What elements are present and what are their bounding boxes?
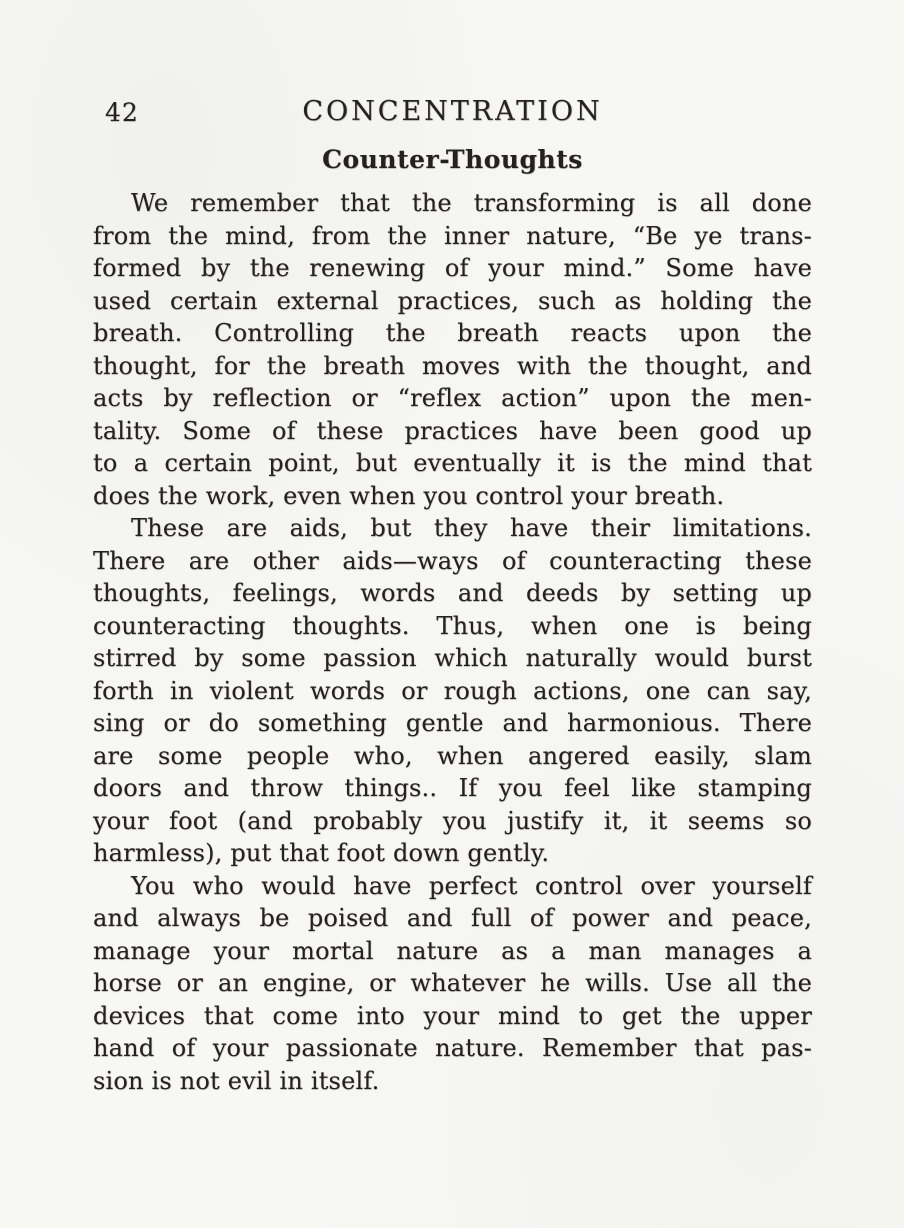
text-line: There are other aids—ways of counteracting these xyxy=(93,546,812,575)
paragraph xyxy=(93,187,812,512)
text-line: stirred by some passion which naturally would burst xyxy=(93,644,812,672)
text-line: These are aids, but they have their limitations. xyxy=(131,514,812,542)
text-line: forth in violent words or rough actions, one can say, xyxy=(93,676,812,705)
text-line: formed by the renewing of your mind.” Some have xyxy=(93,254,812,282)
text-line: hand of your passionate nature. Remember that pas- xyxy=(93,1034,812,1062)
text-line: thought, for the breath moves with the thought, and xyxy=(93,351,812,380)
text-line: sing or do something gentle and harmonious. There xyxy=(93,709,812,737)
text-line: tality. Some of these practices have been good up xyxy=(93,416,812,445)
text-line: devices that come into your mind to get the upper xyxy=(93,1001,812,1030)
page-header xyxy=(93,96,812,130)
text-line: acts by reflection or “reflex action” upon the men- xyxy=(93,384,812,412)
text-line: from the mind, from the inner nature, “Be ye trans- xyxy=(93,221,812,250)
page-number: 42 xyxy=(105,98,139,127)
text-line: are some people who, when angered easily, slam xyxy=(93,741,812,770)
text-line: You who would have perfect control over yourself xyxy=(131,871,812,900)
text-line: used certain external practices, such as holding the xyxy=(93,286,812,315)
text-line: your foot (and probably you justify it, it seems so xyxy=(93,806,812,835)
paragraph xyxy=(93,512,812,870)
text-line: thoughts, feelings, words and deeds by setting up xyxy=(93,579,812,607)
section-title: Counter-Thoughts xyxy=(322,145,583,174)
text-line: harmless), put that foot down gently. xyxy=(93,839,550,867)
text-line: manage your mortal nature as a man manages a xyxy=(93,936,812,965)
text-line: does the work, even when you control your breath. xyxy=(93,481,725,510)
text-line: doors and throw things.. If you feel like stamping xyxy=(93,774,812,802)
page-content xyxy=(93,96,812,1097)
text-line: breath. Controlling the breath reacts upon the xyxy=(93,319,812,347)
text-line: to a certain point, but eventually it is the mind that xyxy=(93,449,812,477)
paragraph xyxy=(93,870,812,1098)
text-line: horse or an engine, or whatever he wills. Use all the xyxy=(93,969,812,997)
text-line: sion is not evil in itself. xyxy=(93,1066,380,1095)
body-text xyxy=(93,187,812,1097)
text-line: and always be poised and full of power and peace, xyxy=(93,904,812,932)
running-head: CONCENTRATION xyxy=(302,96,603,127)
text-line: We remember that the transforming is all done xyxy=(131,189,812,217)
text-line: counteracting thoughts. Thus, when one is being xyxy=(93,611,812,640)
